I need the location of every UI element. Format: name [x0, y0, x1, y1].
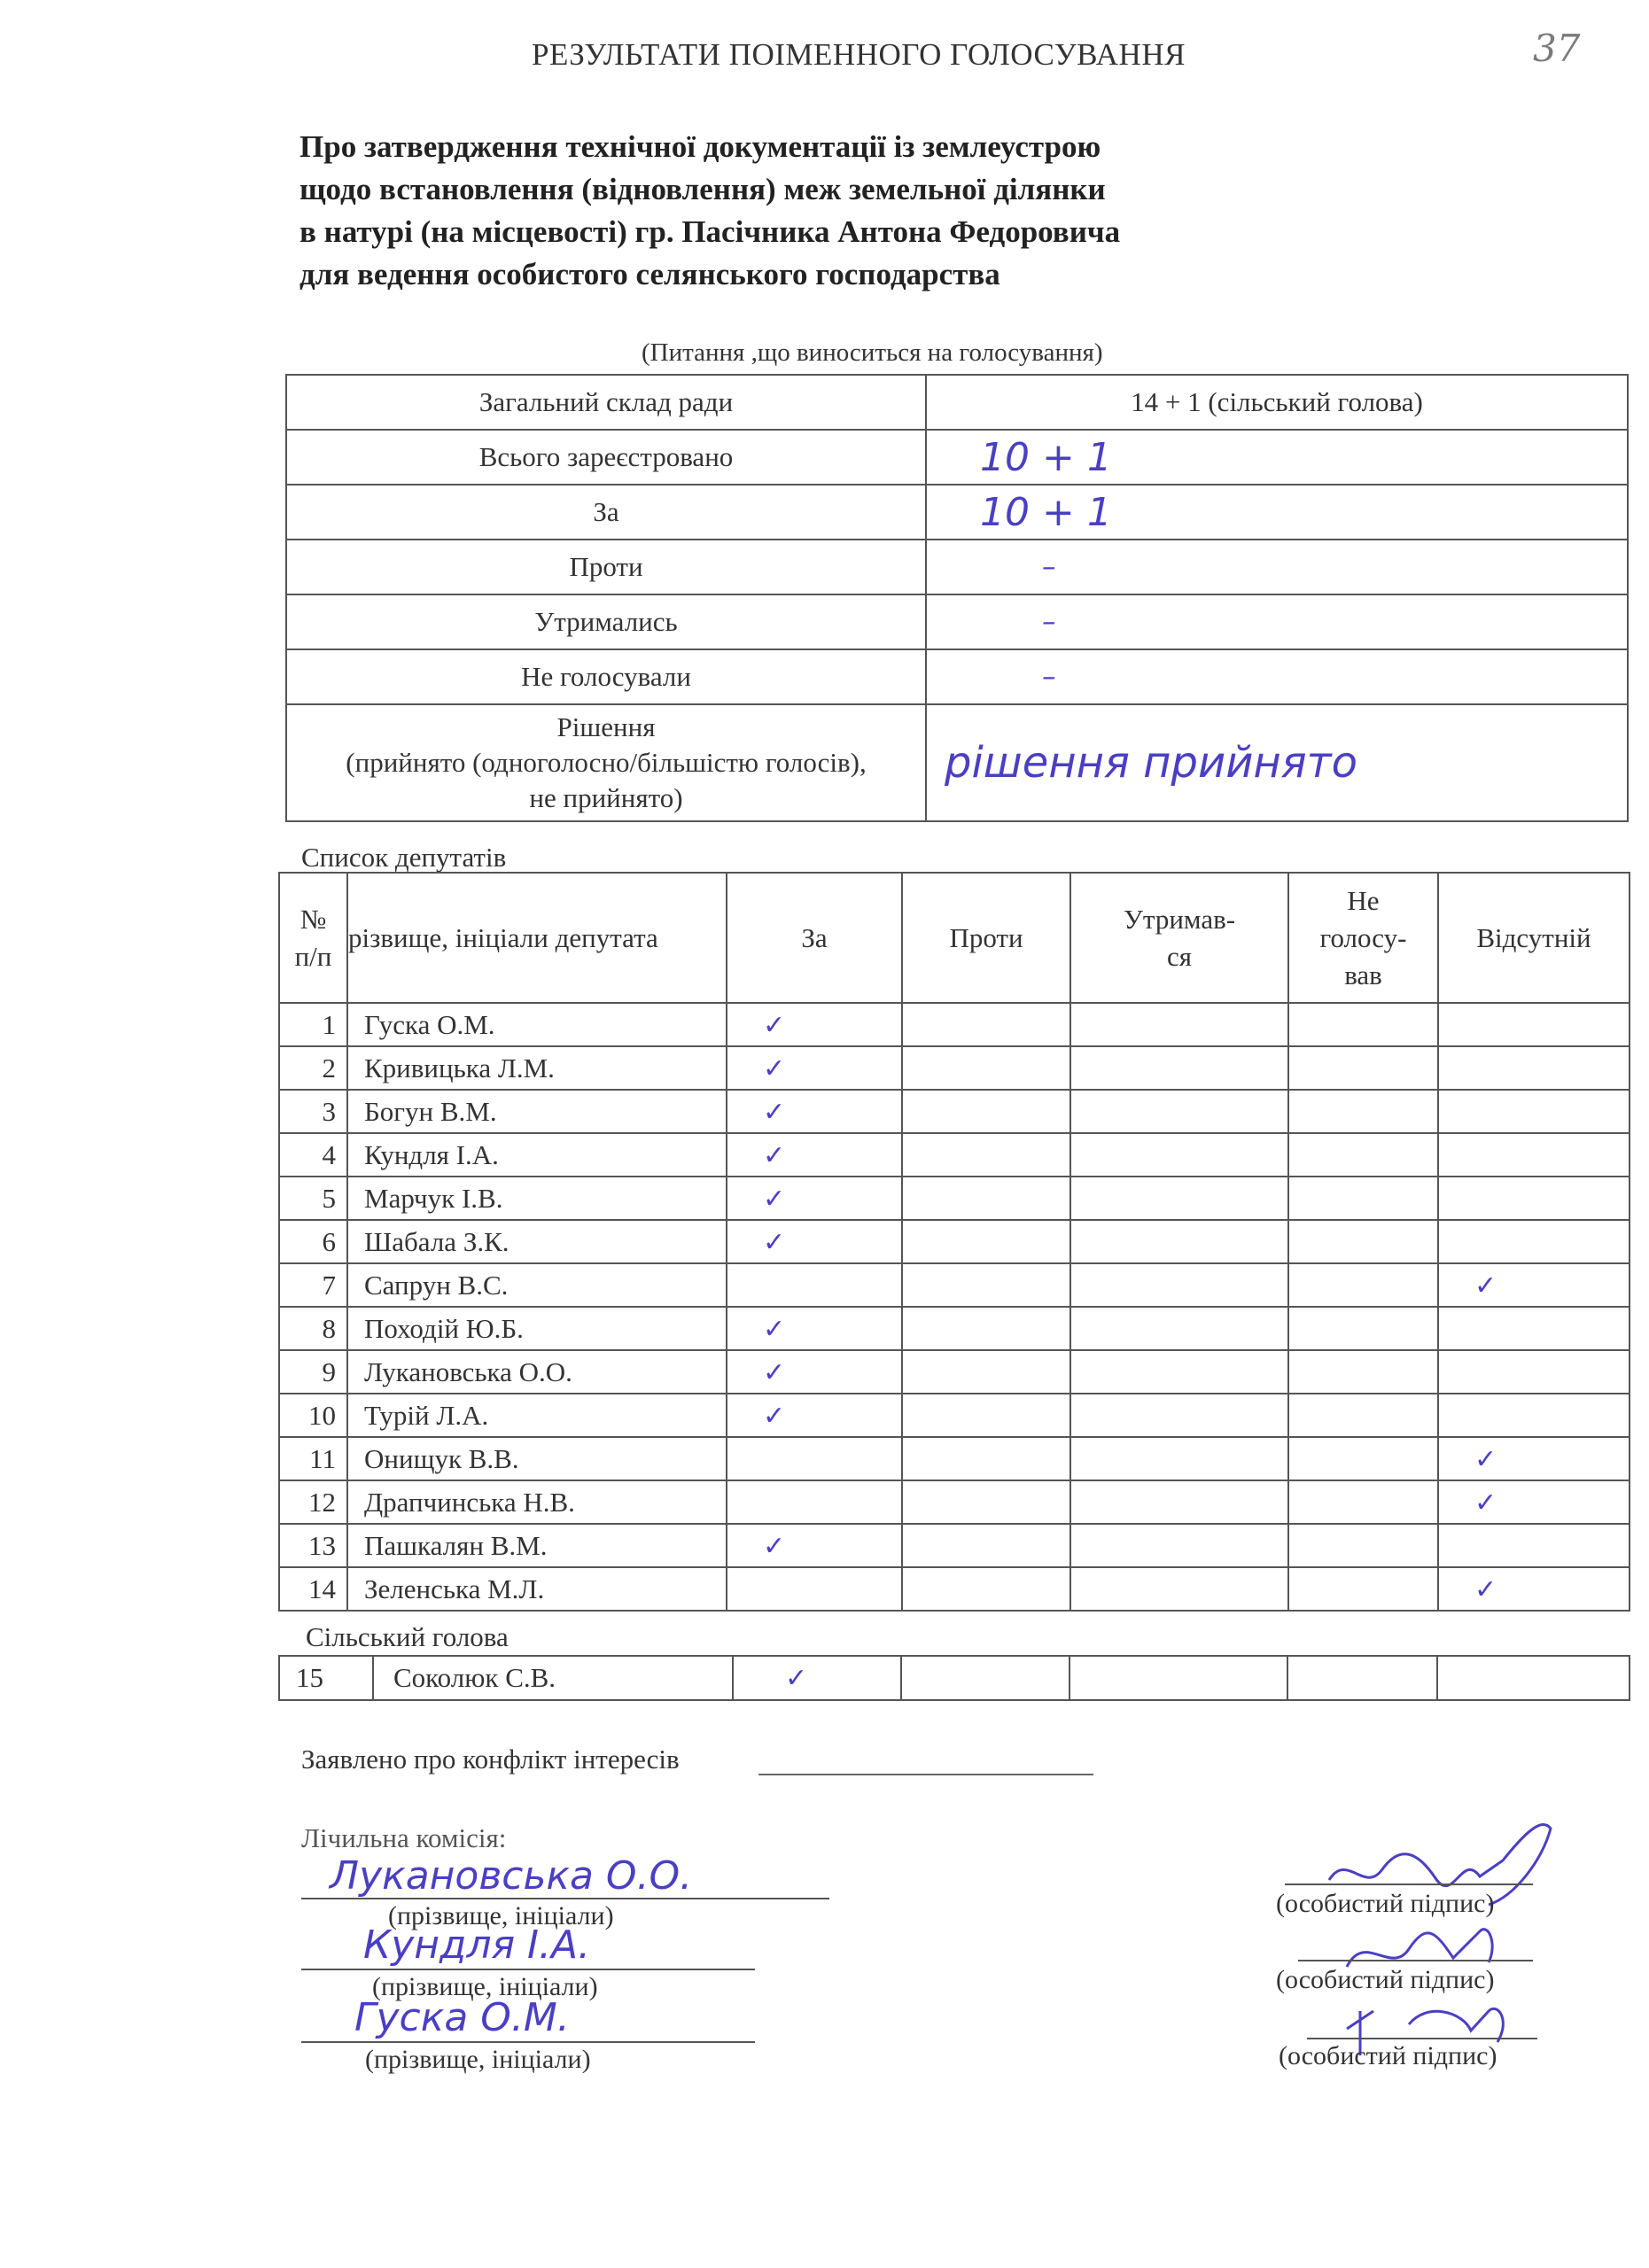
vote-not-voted-cell — [1288, 1480, 1438, 1524]
vote-abstained-cell — [1070, 1656, 1287, 1700]
vote-abstained-cell — [1070, 1394, 1288, 1437]
check-mark-icon: ✓ — [763, 1530, 786, 1562]
question-caption: (Питання ,що виноситься на голосування) — [642, 338, 1103, 367]
summary-value — [926, 594, 1628, 649]
check-mark-icon: ✓ — [763, 1356, 786, 1388]
summary-row — [286, 594, 1628, 649]
check-mark-icon: ✓ — [1474, 1487, 1497, 1518]
page-header: РЕЗУЛЬТАТИ ПОІМЕННОГО ГОЛОСУВАННЯ — [532, 37, 1186, 72]
handwritten-value: – — [1042, 551, 1056, 583]
handwritten-value: 10 + 1 — [980, 489, 1112, 535]
summary-row-decision — [286, 704, 1628, 821]
deputy-name: Лукановська О.О. — [347, 1350, 727, 1394]
vote-absent-cell — [1438, 1046, 1630, 1090]
row-number: 6 — [279, 1220, 347, 1263]
vote-against-cell — [902, 1263, 1070, 1307]
deputy-name: Онищук В.В. — [347, 1437, 727, 1480]
vote-not-voted-cell — [1288, 1567, 1438, 1611]
vote-against-cell — [902, 1350, 1070, 1394]
summary-row — [286, 430, 1628, 485]
vote-against-cell — [902, 1090, 1070, 1133]
table-row — [279, 1350, 1630, 1394]
check-mark-icon: ✓ — [763, 1226, 786, 1258]
question-title — [299, 126, 1363, 296]
check-mark-icon: ✓ — [785, 1663, 808, 1694]
vote-against-cell — [902, 1046, 1070, 1090]
vote-abstained-cell — [1070, 1480, 1288, 1524]
vote-absent-cell — [1438, 1263, 1630, 1307]
row-number: 3 — [279, 1090, 347, 1133]
vote-abstained-cell — [1070, 1046, 1288, 1090]
col-header-text: Утримав- — [1123, 903, 1236, 935]
handwritten-decision: рішення прийнято — [945, 738, 1357, 788]
vote-abstained-cell — [1070, 1177, 1288, 1220]
deputy-name: Походій Ю.Б. — [347, 1307, 727, 1350]
conflict-label: Заявлено про конфлікт інтересів — [301, 1744, 680, 1775]
vote-against-cell — [902, 1480, 1070, 1524]
summary-row — [286, 649, 1628, 704]
table-row — [279, 1567, 1630, 1611]
vote-for-cell — [727, 1263, 902, 1307]
check-mark-icon: ✓ — [763, 1313, 786, 1345]
vote-absent-cell — [1438, 1220, 1630, 1263]
vote-not-voted-cell — [1288, 1003, 1438, 1046]
row-number: 5 — [279, 1177, 347, 1220]
deputies-body — [279, 1003, 1630, 1611]
vote-for-cell — [727, 1090, 902, 1133]
handwritten-value: 10 + 1 — [980, 434, 1112, 480]
vote-abstained-cell — [1070, 1437, 1288, 1480]
commission-label: Лічильна комісія: — [301, 1822, 507, 1853]
check-mark-icon: ✓ — [763, 1009, 786, 1041]
deputy-name: Богун В.М. — [347, 1090, 727, 1133]
decision-label-line: (прийнято (одноголосно/більшістю голосів), — [346, 747, 867, 778]
commission-member-name: Лукановська О.О. — [330, 1853, 693, 1899]
col-header-text: вав — [1344, 959, 1382, 990]
row-number: 4 — [279, 1133, 347, 1177]
row-number: 2 — [279, 1046, 347, 1090]
signature-line — [1298, 1960, 1533, 1961]
vote-against-cell — [902, 1307, 1070, 1350]
check-mark-icon: ✓ — [763, 1052, 786, 1084]
check-mark-icon: ✓ — [1474, 1270, 1497, 1301]
col-header-against: Проти — [902, 873, 1070, 1003]
vote-not-voted-cell — [1287, 1656, 1437, 1700]
row-number: 14 — [279, 1567, 347, 1611]
vote-not-voted-cell — [1288, 1524, 1438, 1567]
vote-not-voted-cell — [1288, 1307, 1438, 1350]
deputy-name: Марчук І.В. — [347, 1177, 727, 1220]
vote-abstained-cell — [1070, 1567, 1288, 1611]
signature-caption: (особистий підпис) — [1279, 2041, 1497, 2070]
vote-for-cell — [727, 1480, 902, 1524]
deputy-name: Сапрун В.С. — [347, 1263, 727, 1307]
vote-absent-cell — [1438, 1394, 1630, 1437]
summary-label: Загальний склад ради — [286, 375, 926, 430]
col-header-text: Не — [1347, 884, 1380, 916]
vote-absent-cell — [1438, 1090, 1630, 1133]
col-header-name: різвище, ініціали депутата — [347, 873, 727, 1003]
vote-abstained-cell — [1070, 1263, 1288, 1307]
vote-absent-cell — [1437, 1656, 1630, 1700]
table-row — [279, 1220, 1630, 1263]
summary-row — [286, 540, 1628, 594]
vote-absent-cell — [1438, 1437, 1630, 1480]
check-mark-icon: ✓ — [763, 1400, 786, 1432]
deputy-name: Зеленська М.Л. — [347, 1567, 727, 1611]
vote-for-cell — [727, 1437, 902, 1480]
vote-for-cell — [727, 1046, 902, 1090]
summary-value — [926, 430, 1628, 485]
name-caption: (прізвище, ініціали) — [372, 1972, 598, 2001]
row-number: 15 — [279, 1656, 373, 1700]
deputies-table — [278, 872, 1630, 1612]
village-head-table — [278, 1655, 1630, 1701]
vote-for-cell — [727, 1177, 902, 1220]
name-line — [301, 1969, 755, 1970]
vote-absent-cell — [1438, 1133, 1630, 1177]
vote-against-cell — [902, 1003, 1070, 1046]
vote-absent-cell — [1438, 1003, 1630, 1046]
row-number: 8 — [279, 1307, 347, 1350]
vote-absent-cell — [1438, 1524, 1630, 1567]
vote-absent-cell — [1438, 1350, 1630, 1394]
summary-value — [926, 485, 1628, 540]
vote-for-cell — [727, 1524, 902, 1567]
name-line — [301, 2041, 755, 2043]
vote-not-voted-cell — [1288, 1046, 1438, 1090]
vote-against-cell — [902, 1133, 1070, 1177]
page-number: 37 — [1533, 27, 1581, 70]
signature-line — [1285, 1884, 1533, 1885]
vote-for-cell — [733, 1656, 901, 1700]
decision-value — [926, 704, 1628, 821]
table-row — [279, 1656, 1630, 1700]
conflict-blank-line — [758, 1774, 1093, 1775]
vote-absent-cell — [1438, 1480, 1630, 1524]
col-header-abstained — [1070, 873, 1288, 1003]
summary-row — [286, 375, 1628, 430]
vote-for-cell — [727, 1220, 902, 1263]
deputy-name: Шабала З.К. — [347, 1220, 727, 1263]
vote-absent-cell — [1438, 1567, 1630, 1611]
handwritten-value: – — [1042, 606, 1056, 638]
vote-abstained-cell — [1070, 1090, 1288, 1133]
check-mark-icon: ✓ — [763, 1183, 786, 1215]
handwritten-value: – — [1042, 661, 1056, 693]
summary-label: Утримались — [286, 594, 926, 649]
deputies-caption: Список депутатів — [301, 842, 507, 873]
name-caption: (прізвище, ініціали) — [365, 2045, 591, 2074]
col-header-for: За — [727, 873, 902, 1003]
vote-absent-cell — [1438, 1307, 1630, 1350]
village-head-caption: Сільський голова — [306, 1621, 509, 1652]
deputy-name: Драпчинська Н.В. — [347, 1480, 727, 1524]
check-mark-icon: ✓ — [1474, 1573, 1497, 1605]
name-line — [301, 1898, 829, 1899]
table-row — [279, 1003, 1630, 1046]
vote-not-voted-cell — [1288, 1220, 1438, 1263]
deputy-name: Пашкалян В.М. — [347, 1524, 727, 1567]
summary-table — [285, 374, 1629, 822]
signature-caption: (особистий підпис) — [1276, 1965, 1495, 1994]
decision-label — [286, 704, 926, 821]
deputy-name: Турій Л.А. — [347, 1394, 727, 1437]
col-header-not-voted — [1288, 873, 1438, 1003]
question-line: в натурі (на місцевості) гр. Пасічника Антона Федоровича — [299, 214, 1121, 249]
summary-value — [926, 649, 1628, 704]
table-row — [279, 1524, 1630, 1567]
row-number: 13 — [279, 1524, 347, 1567]
signatures-graphic — [1276, 1798, 1595, 2082]
check-mark-icon: ✓ — [1474, 1443, 1497, 1475]
vote-not-voted-cell — [1288, 1263, 1438, 1307]
row-number: 10 — [279, 1394, 347, 1437]
name-caption: (прізвище, ініціали) — [388, 1901, 614, 1930]
table-row — [279, 1177, 1630, 1220]
summary-value — [926, 540, 1628, 594]
vote-for-cell — [727, 1133, 902, 1177]
vote-not-voted-cell — [1288, 1177, 1438, 1220]
vote-for-cell — [727, 1307, 902, 1350]
col-header-text: ся — [1166, 940, 1193, 972]
vote-against-cell — [902, 1220, 1070, 1263]
vote-for-cell — [727, 1567, 902, 1611]
vote-abstained-cell — [1070, 1524, 1288, 1567]
question-line: Про затвердження технічної документації із землеустрою — [299, 129, 1101, 164]
table-row — [279, 1263, 1630, 1307]
vote-not-voted-cell — [1288, 1090, 1438, 1133]
summary-label: Не голосували — [286, 649, 926, 704]
vote-abstained-cell — [1070, 1350, 1288, 1394]
signature-line — [1307, 2038, 1537, 2039]
vote-abstained-cell — [1070, 1133, 1288, 1177]
decision-label-line: Рішення — [556, 711, 656, 742]
col-header-absent: Відсутній — [1438, 873, 1630, 1003]
vote-not-voted-cell — [1288, 1394, 1438, 1437]
table-row — [279, 1480, 1630, 1524]
row-number: 11 — [279, 1437, 347, 1480]
col-header-text: голосу- — [1319, 921, 1407, 953]
vote-for-cell — [727, 1350, 902, 1394]
col-header-text: № — [299, 903, 327, 935]
vote-for-cell — [727, 1003, 902, 1046]
summary-row — [286, 485, 1628, 540]
table-row — [279, 1437, 1630, 1480]
table-row — [279, 1307, 1630, 1350]
col-header-num — [279, 873, 347, 1003]
decision-label-line: не прийнято) — [529, 782, 683, 813]
vote-against-cell — [902, 1524, 1070, 1567]
summary-value: 14 + 1 (сільський голова) — [926, 375, 1628, 430]
vote-not-voted-cell — [1288, 1133, 1438, 1177]
deputy-name: Соколюк С.В. — [373, 1656, 733, 1700]
row-number: 12 — [279, 1480, 347, 1524]
vote-not-voted-cell — [1288, 1350, 1438, 1394]
vote-not-voted-cell — [1288, 1437, 1438, 1480]
table-row — [279, 1394, 1630, 1437]
table-row — [279, 1133, 1630, 1177]
question-line: щодо встановлення (відновлення) меж земельної ділянки — [299, 172, 1106, 206]
summary-label: За — [286, 485, 926, 540]
deputy-name: Гуска О.М. — [347, 1003, 727, 1046]
summary-label: Проти — [286, 540, 926, 594]
vote-against-cell — [902, 1177, 1070, 1220]
commission-member-name: Кундля І.А. — [363, 1922, 591, 1968]
summary-label: Всього зареєстровано — [286, 430, 926, 485]
signature-caption: (особистий підпис) — [1276, 1889, 1495, 1918]
table-row — [279, 1090, 1630, 1133]
vote-against-cell — [902, 1567, 1070, 1611]
check-mark-icon: ✓ — [763, 1096, 786, 1128]
question-line: для ведення особистого селянського господарства — [299, 257, 1000, 291]
col-header-text: п/п — [294, 940, 332, 972]
vote-abstained-cell — [1070, 1220, 1288, 1263]
deputy-name: Кундля І.А. — [347, 1133, 727, 1177]
vote-against-cell — [901, 1656, 1070, 1700]
row-number: 9 — [279, 1350, 347, 1394]
table-row — [279, 1046, 1630, 1090]
vote-against-cell — [902, 1437, 1070, 1480]
vote-against-cell — [902, 1394, 1070, 1437]
row-number: 7 — [279, 1263, 347, 1307]
deputies-header-row — [279, 873, 1630, 1003]
vote-for-cell — [727, 1394, 902, 1437]
row-number: 1 — [279, 1003, 347, 1046]
vote-abstained-cell — [1070, 1003, 1288, 1046]
vote-absent-cell — [1438, 1177, 1630, 1220]
commission-member-name: Гуска О.М. — [354, 1995, 570, 2040]
check-mark-icon: ✓ — [763, 1139, 786, 1171]
vote-abstained-cell — [1070, 1307, 1288, 1350]
deputy-name: Кривицька Л.М. — [347, 1046, 727, 1090]
